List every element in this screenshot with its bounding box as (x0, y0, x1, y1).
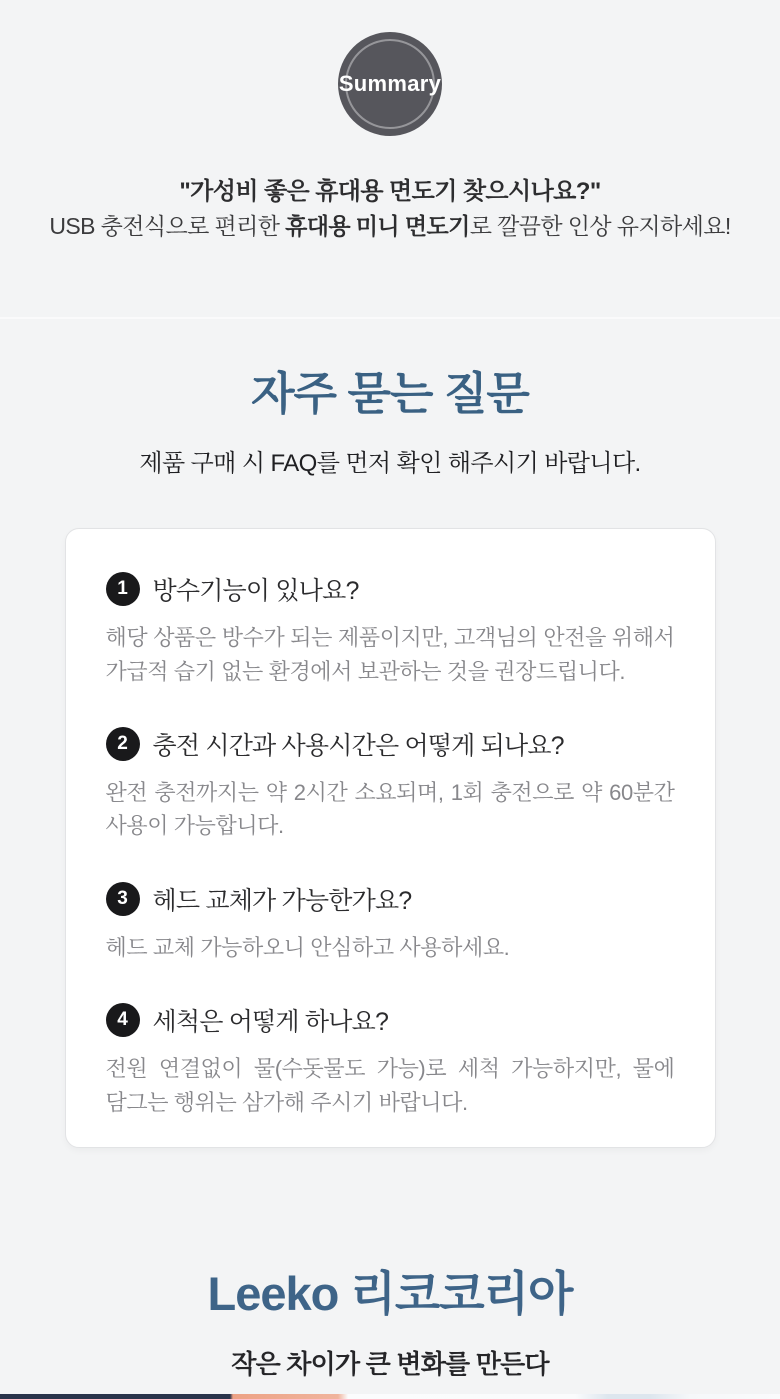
intro-subline (0, 212, 780, 242)
faq-question-row-3 (106, 881, 675, 917)
question-text-3: 헤드 교체가 가능한가요? (152, 886, 412, 915)
summary-section (0, 32, 780, 242)
faq-item-3 (106, 881, 675, 964)
brand-slogan: 작은 차이가 큰 변화를 만든다 (231, 1349, 549, 1380)
faq-item-2 (106, 726, 675, 843)
intro-subline-suffix: 로 깔끔한 인상 유지하세요! (469, 213, 731, 240)
summary-badge-label: Summary (338, 71, 442, 96)
answer-text-1: 해당 상품은 방수가 되는 제품이지만, 고객님의 안전을 위해서 가급적 습기 없는 환경에서 보관하는 것을 권장드립니다. (105, 625, 675, 684)
answer-text-2: 완전 충전까지는 약 2시간 소요되며, 1회 충전으로 약 60분간 사용이 가능합니다. (105, 779, 675, 839)
answer-text-4: 전원 연결없이 물(수돗물도 가능)로 세척 가능하지만, 물에 담그는 행위는 삼가해 주시기 바랍니다. (105, 1056, 675, 1115)
question-number-badge-2: 2 (106, 727, 140, 761)
question-text-1: 방수기능이 있나요? (152, 577, 359, 606)
question-number-badge-1: 1 (106, 572, 140, 606)
faq-card (65, 528, 716, 1148)
brand-logo-text: Leeko 리코코리아 (207, 1267, 573, 1321)
faq-section (0, 368, 780, 1148)
faq-title: 자주 묻는 질문 (251, 368, 529, 420)
section-divider (0, 317, 780, 319)
summary-badge-icon (338, 32, 442, 136)
intro-headline: "가성비 좋은 휴대용 면도기 찾으시나요?" (179, 178, 601, 205)
answer-text-3: 헤드 교체 가능하오니 안심하고 사용하세요. (105, 934, 510, 960)
faq-item-1 (106, 571, 675, 688)
faq-item-4 (106, 1002, 675, 1119)
question-text-4: 세척은 어떻게 하나요? (152, 1008, 389, 1037)
next-section-preview (0, 1394, 780, 1399)
question-number-badge-3: 3 (106, 882, 140, 916)
question-number-badge-4: 4 (106, 1003, 140, 1037)
intro-subline-prefix: USB 충전식으로 편리한 (49, 213, 286, 240)
brand-footer-section (0, 1267, 780, 1381)
faq-question-row-4 (106, 1002, 675, 1038)
faq-question-row-2 (106, 726, 675, 762)
question-text-2: 충전 시간과 사용시간은 어떻게 되나요? (152, 731, 564, 760)
intro-subline-bold: 휴대용 미니 면도기 (285, 213, 470, 240)
faq-question-row-1 (106, 571, 675, 607)
faq-subtitle: 제품 구매 시 FAQ를 먼저 확인 해주시기 바랍니다. (139, 450, 641, 478)
